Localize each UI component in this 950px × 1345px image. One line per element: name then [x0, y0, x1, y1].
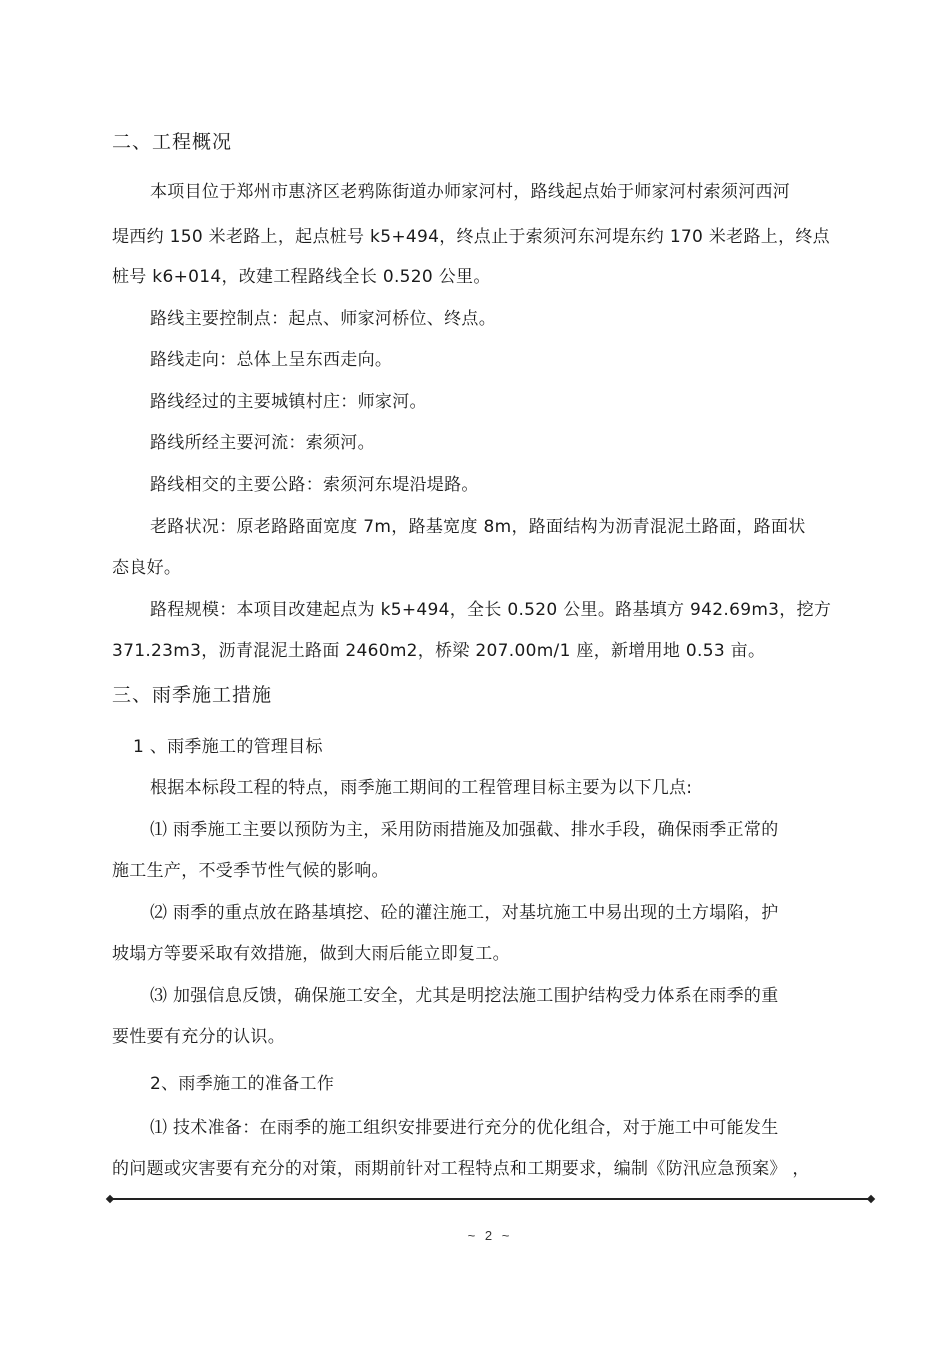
subheading-line: 2、雨季施工的准备工作 — [150, 1074, 335, 1094]
paragraph-line: 路程规模：本项目改建起点为 k5+494，全长 0.520 公里。路基填方 942.69m3，挖方 — [150, 600, 832, 620]
paragraph-line: 路线相交的主要公路：索须河东堤沿堤路。 — [150, 475, 479, 495]
paragraph-line: 施工生产，不受季节性气候的影响。 — [112, 861, 389, 881]
paragraph-line: 老路状况：原老路路面宽度 7m，路基宽度 8m，路面结构为沥青混泥土路面，路面状 — [150, 517, 806, 537]
paragraph-line: 坡塌方等要采取有效措施，做到大雨后能立即复工。 — [112, 944, 510, 964]
footer-rule — [110, 1198, 872, 1200]
paragraph-line: 本项目位于郑州市惠济区老鸦陈街道办师家河村，路线起点始于师家河村索须河西河 — [150, 182, 791, 202]
rule-end-dot-right — [867, 1195, 875, 1203]
paragraph-line: 根据本标段工程的特点，雨季施工期间的工程管理目标主要为以下几点: — [150, 778, 693, 798]
paragraph-line: 371.23m3，沥青混泥土路面 2460m2，桥梁 207.00m/1 座，新增用地 0.53 亩。 — [112, 641, 766, 661]
subheading-line: 1 、雨季施工的管理目标 — [133, 737, 323, 757]
paragraph-line: 桩号 k6+014，改建工程路线全长 0.520 公里。 — [112, 267, 491, 287]
section-heading-rainy: 三、雨季施工措施 — [112, 684, 273, 706]
section-heading-overview: 二、工程概况 — [112, 131, 233, 153]
paragraph-line: 堤西约 150 米老路上，起点桩号 k5+494，终点止于索须河东河堤东约 170 米老路上，终点 — [112, 227, 830, 247]
paragraph-line: 要性要有充分的认识。 — [112, 1027, 285, 1047]
paragraph-line: 态良好。 — [112, 558, 182, 578]
paragraph-line: 路线经过的主要城镇村庄：师家河。 — [150, 392, 427, 412]
paragraph-line: 的问题或灾害要有充分的对策，雨期前针对工程特点和工期要求，编制《防汛应急预案》 ， — [112, 1159, 810, 1179]
paragraph-line: 路线走向：总体上呈东西走向。 — [150, 350, 393, 370]
paragraph-line: 路线主要控制点：起点、师家河桥位、终点。 — [150, 309, 496, 329]
rule-end-dot-left — [106, 1195, 114, 1203]
paragraph-line: ⑶ 加强信息反馈，确保施工安全，尤其是明挖法施工围护结构受力体系在雨季的重 — [150, 986, 779, 1006]
paragraph-line: ⑴ 技术准备：在雨季的施工组织安排要进行充分的优化组合，对于施工中可能发生 — [150, 1118, 779, 1138]
paragraph-line: ⑴ 雨季施工主要以预防为主，采用防雨措施及加强截、排水手段，确保雨季正常的 — [150, 820, 779, 840]
paragraph-line: 路线所经主要河流：索须河。 — [150, 433, 375, 453]
paragraph-line: ⑵ 雨季的重点放在路基填挖、砼的灌注施工，对基坑施工中易出现的土方塌陷，护 — [150, 903, 779, 923]
page-number: ~ 2 ~ — [467, 1228, 513, 1243]
